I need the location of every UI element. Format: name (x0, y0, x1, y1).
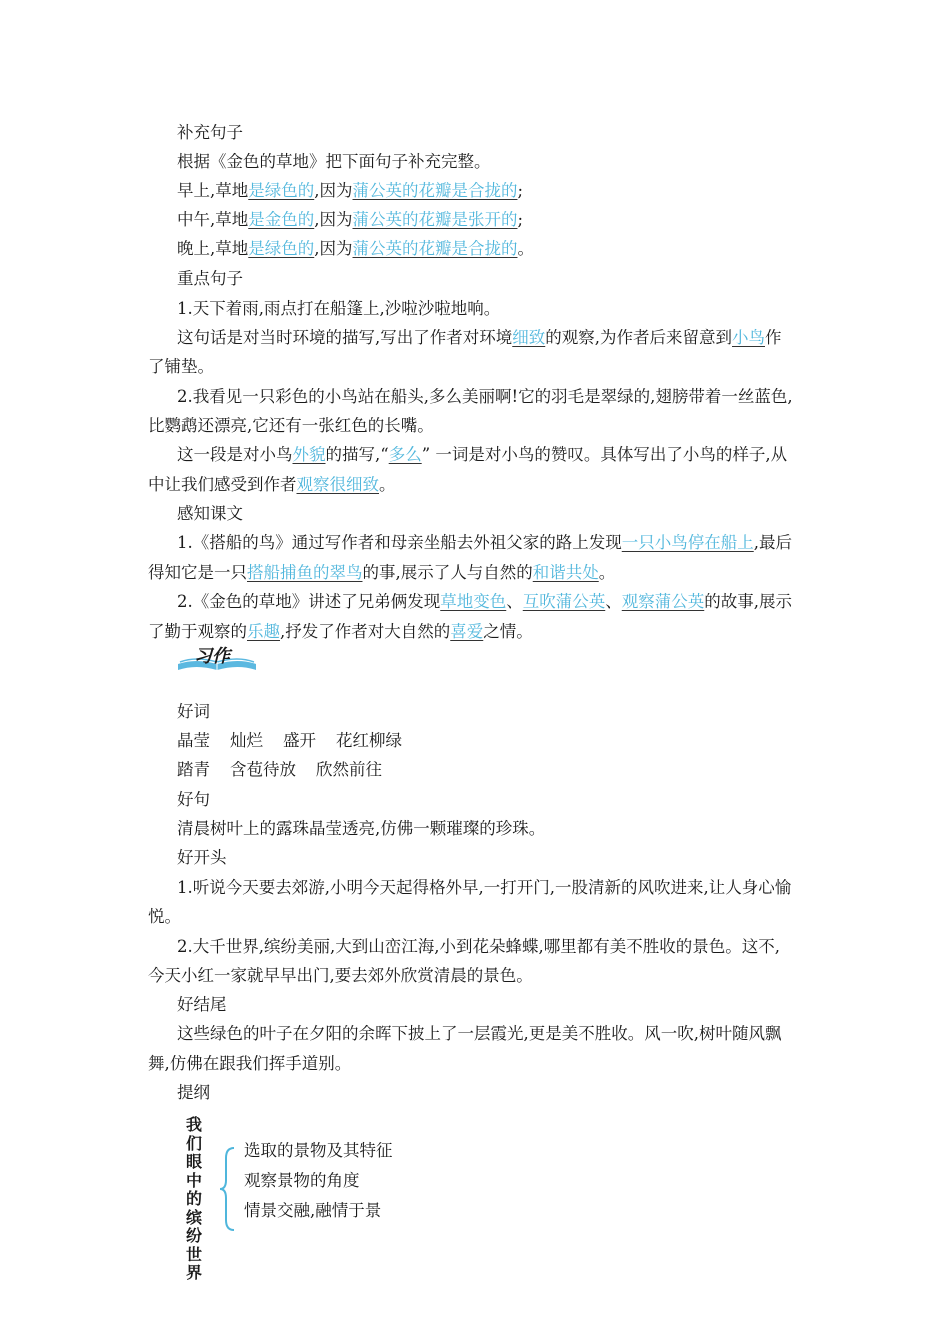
section-heading-perceive: 感知课文 (177, 504, 243, 523)
outline-item: 情景交融,融情于景 (244, 1201, 382, 1220)
answer-fill: 是金色的 (248, 210, 315, 229)
good-opening-2: 2.大千世界,缤纷美丽,大到山峦江海,小到花朵蜂蝶,哪里都有美不胜收的景色。这不, (177, 937, 780, 956)
good-ending: 这些绿色的叶子在夕阳的余晖下披上了一层霞光,更是美不胜收。风一吹,树叶随风飘 (177, 1024, 782, 1043)
xizuo-section-badge (176, 640, 258, 674)
answer-fill: 蒲公英的花瓣是张开的 (352, 210, 518, 229)
good-ending-cont: 舞,仿佛在跟我们挥手道别。 (148, 1054, 352, 1073)
answer-fill: 多么 (388, 445, 422, 464)
good-sentence: 清晨树叶上的露珠晶莹透亮,仿佛一颗璀璨的珍珠。 (177, 819, 546, 838)
good-ending-heading: 好结尾 (177, 995, 227, 1014)
good-words-row-2: 踏青 含苞待放 欣然前往 (177, 760, 382, 779)
good-opening-1-cont: 悦。 (148, 907, 181, 926)
answer-fill: 观察很细致 (296, 475, 379, 494)
key-sentence-1: 1.天下着雨,雨点打在船篷上,沙啦沙啦地响。 (177, 299, 501, 318)
supplement-instruction: 根据《金色的草地》把下面句子补充完整。 (177, 152, 491, 171)
outline-list (244, 1136, 393, 1226)
answer-fill: 喜爱 (450, 622, 484, 641)
good-opening-2-cont: 今天小红一家就早早出门,要去郊外欣赏清晨的景色。 (148, 966, 533, 985)
supplement-row-noon: 中午,草地是金色的,因为蒲公英的花瓣是张开的; (177, 210, 524, 229)
key-sentence-1-note: 这句话是对当时环境的描写,写出了作者对环境细致的观察,为作者后来留意到小鸟作 (177, 328, 782, 347)
section-heading-key-sentences: 重点句子 (177, 269, 243, 288)
key-sentence-2-note-cont: 中让我们感受到作者观察很细致。 (148, 475, 396, 494)
answer-fill: 观察蒲公英 (621, 592, 705, 611)
answer-fill: 外貌 (292, 445, 326, 464)
answer-fill: 一只小鸟停在船上 (621, 533, 754, 552)
key-sentence-2-line1: 2.我看见一只彩色的小鸟站在船头,多么美丽啊!它的羽毛是翠绿的,翅膀带着一丝蓝色, (177, 387, 793, 406)
good-opening-heading: 好开头 (177, 848, 227, 867)
good-opening-1: 1.听说今天要去郊游,小明今天起得格外早,一打开门,一股清新的风吹进来,让人身心愉 (177, 878, 792, 897)
good-words-heading: 好词 (177, 702, 210, 721)
answer-fill: 是绿色的 (248, 239, 315, 258)
key-sentence-2-note: 这一段是对小鸟外貌的描写,“多么” 一词是对小鸟的赞叹。具体写出了小鸟的样子,从 (177, 445, 788, 464)
answer-fill: 乐趣 (247, 622, 280, 641)
key-sentence-2-line2: 比鹦鹉还漂亮,它还有一张红色的长嘴。 (148, 416, 434, 435)
perceive-item-2-cont: 了勤于观察的乐趣,抒发了作者对大自然的喜爱之情。 (148, 622, 533, 641)
xizuo-title: 习作 (194, 646, 230, 667)
outline-item: 选取的景物及其特征 (244, 1141, 393, 1160)
perceive-item-1: 1.《搭船的鸟》通过写作者和母亲坐船去外祖父家的路上发现一只小鸟停在船上,最后 (177, 533, 792, 552)
outline-item: 观察景物的角度 (244, 1171, 360, 1190)
perceive-item-2: 2.《金色的草地》讲述了兄弟俩发现草地变色、互吹蒲公英、观察蒲公英的故事,展示 (177, 592, 792, 611)
outline-heading: 提纲 (177, 1083, 210, 1102)
good-sentence-heading: 好句 (177, 790, 210, 809)
key-sentence-1-note-cont: 了铺垫。 (148, 357, 214, 376)
answer-fill: 是绿色的 (248, 181, 315, 200)
answer-fill: 细致 (512, 328, 546, 347)
section-heading-supplement: 补充句子 (177, 123, 243, 142)
answer-fill: 和谐共处 (532, 563, 599, 582)
answer-fill: 小鸟 (732, 328, 765, 347)
answer-fill: 搭船捕鱼的翠鸟 (247, 563, 363, 582)
outline-title: 我们眼中的缤纷世界 (185, 1115, 202, 1282)
answer-fill: 蒲公英的花瓣是合拢的 (352, 181, 518, 200)
answer-fill: 草地变色 (440, 592, 507, 611)
outline-brace-icon (218, 1146, 238, 1232)
perceive-item-1-cont: 得知它是一只搭船捕鱼的翠鸟的事,展示了人与自然的和谐共处。 (148, 563, 616, 582)
supplement-row-morning: 早上,草地是绿色的,因为蒲公英的花瓣是合拢的; (177, 181, 524, 200)
supplement-row-evening: 晚上,草地是绿色的,因为蒲公英的花瓣是合拢的。 (177, 239, 534, 258)
answer-fill: 互吹蒲公英 (522, 592, 606, 611)
answer-fill: 蒲公英的花瓣是合拢的 (352, 239, 518, 258)
good-words-row-1: 晶莹 灿烂 盛开 花红柳绿 (177, 731, 402, 750)
